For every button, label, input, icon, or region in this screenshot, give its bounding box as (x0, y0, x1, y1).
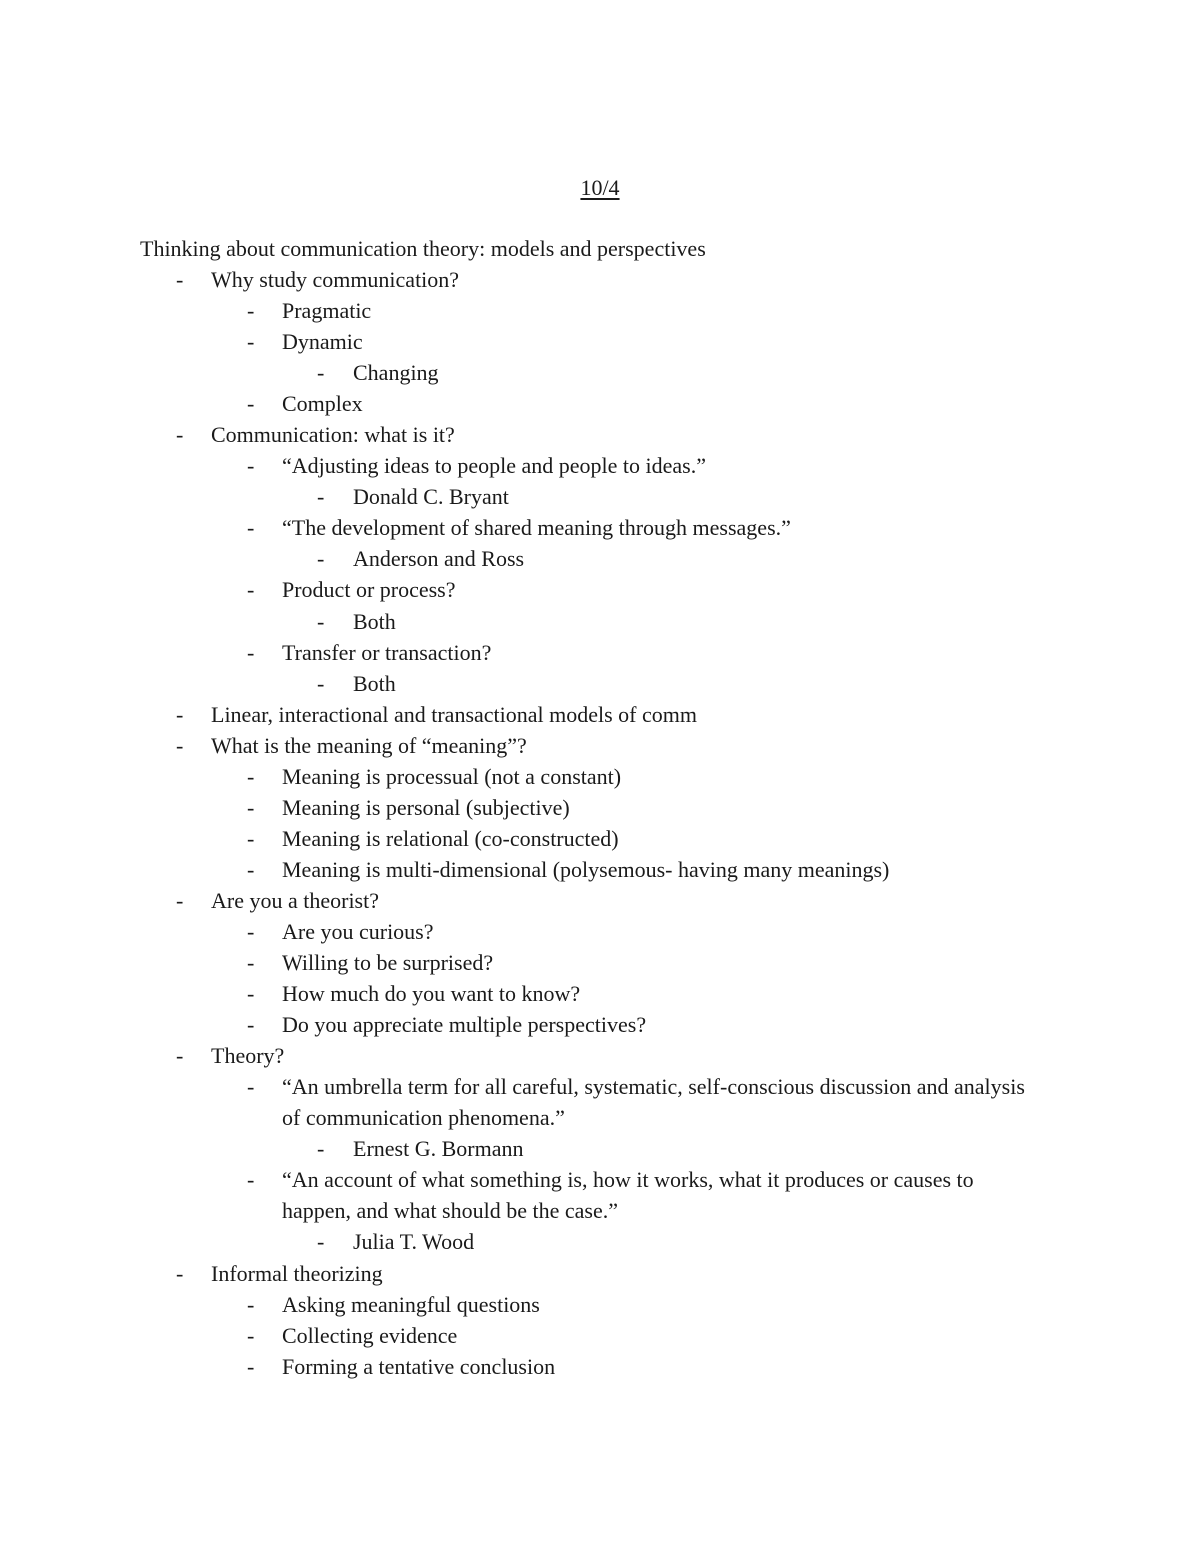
bullet-dash: - (176, 887, 184, 913)
outline-item-text: Asking meaningful questions (282, 1291, 540, 1317)
outline-item-text: Pragmatic (282, 298, 372, 324)
bullet-dash: - (176, 267, 184, 292)
bullet-dash: - (247, 981, 255, 1007)
bullet-dash: - (247, 763, 255, 789)
bullet-dash: - (176, 1043, 184, 1069)
bullet-dash: - (176, 732, 184, 758)
bullet-dash: - (317, 670, 325, 696)
bullet-dash: - (176, 701, 184, 727)
outline-item-level-2 (0, 512, 1200, 543)
bullet-dash: - (247, 825, 255, 851)
outline-item-level-2 (0, 916, 1200, 947)
outline-item-text: Donald C. Bryant (353, 484, 509, 510)
bullet-dash: - (317, 484, 325, 510)
outline-item-level-2 (0, 637, 1200, 668)
bullet-dash: - (247, 1074, 255, 1100)
outline-item-level-1 (0, 419, 1200, 450)
outline-item-level-2 (0, 450, 1200, 481)
outline-item-level-3 (0, 543, 1200, 574)
outline-item-text: Informal theorizing (211, 1260, 383, 1286)
outline-item-level-2 (0, 574, 1200, 605)
outline-item-level-2 (0, 792, 1200, 823)
outline-item-text: How much do you want to know? (282, 981, 581, 1007)
bullet-dash: - (247, 515, 255, 541)
outline-item-text: Meaning is processual (not a constant) (282, 763, 622, 789)
bullet-dash: - (247, 639, 255, 665)
outline-item-level-2 (0, 1009, 1200, 1040)
bullet-dash: - (247, 453, 255, 479)
outline-item-text: Meaning is personal (subjective) (282, 794, 570, 820)
bullet-dash: - (247, 577, 255, 603)
bullet-dash: - (317, 1136, 325, 1162)
outline-item-text: “Adjusting ideas to people and people to ideas.” (282, 453, 706, 479)
outline-item-text: Communication: what is it? (211, 422, 455, 448)
outline-item-text: “The development of shared meaning through messages.” (282, 515, 791, 541)
outline-item-level-3 (0, 606, 1200, 637)
outline-item-text: Collecting evidence (282, 1322, 458, 1348)
outline-item-text: What is the meaning of “meaning”? (211, 732, 527, 758)
outline-item-text: Are you curious? (282, 918, 434, 944)
outline-item-level-2 (0, 326, 1200, 357)
outline-item-level-1 (0, 1258, 1200, 1289)
bullet-dash: - (317, 546, 325, 572)
outline-item-text: Do you appreciate multiple perspectives? (282, 1012, 647, 1038)
bullet-dash: - (247, 1012, 255, 1038)
outline-item-level-2 (0, 295, 1200, 326)
bullet-dash: - (247, 856, 255, 882)
outline-list (0, 264, 1200, 1382)
outline-item-level-2 (0, 1164, 1200, 1226)
bullet-dash: - (247, 794, 255, 820)
outline-item-text: Meaning is relational (co-constructed) (282, 825, 619, 851)
outline-item-text: Both (353, 670, 396, 696)
outline-item-text: “An account of what something is, how it works, what it produces or causes to happen, and what should be the case.” (282, 1167, 974, 1224)
outline-item-level-2 (0, 854, 1200, 885)
outline-item-text: Changing (353, 360, 439, 386)
outline-item-text: Anderson and Ross (353, 546, 525, 572)
outline-item-level-2 (0, 947, 1200, 978)
outline-item-level-1 (0, 699, 1200, 730)
outline-item-text: Dynamic (282, 329, 363, 355)
outline-item-level-2 (0, 388, 1200, 419)
outline-item-text: Julia T. Wood (353, 1229, 475, 1255)
bullet-dash: - (317, 1229, 325, 1255)
outline-item-level-1 (0, 730, 1200, 761)
outline-item-text: “An umbrella term for all careful, systematic, self-conscious discussion and analysis of communication phenomena.” (282, 1074, 1025, 1131)
outline-item-level-2 (0, 1071, 1200, 1133)
bullet-dash: - (247, 950, 255, 976)
bullet-dash: - (247, 329, 255, 355)
bullet-dash: - (247, 918, 255, 944)
outline-item-level-2 (0, 1351, 1200, 1382)
bullet-dash: - (176, 422, 184, 448)
outline-item-level-1 (0, 264, 1200, 295)
outline-item-text: Both (353, 608, 396, 634)
outline-item-level-2 (0, 978, 1200, 1009)
outline-item-text: Transfer or transaction? (282, 639, 492, 665)
outline-item-text: Theory? (211, 1043, 285, 1069)
bullet-dash: - (247, 1353, 255, 1379)
page-title: Thinking about communication theory: models and perspectives (140, 236, 706, 261)
outline-item-level-2 (0, 761, 1200, 792)
outline-item-level-2 (0, 1289, 1200, 1320)
bullet-dash: - (317, 360, 325, 386)
outline-item-text: Ernest G. Bormann (353, 1136, 524, 1162)
outline-item-text: Meaning is multi-dimensional (polysemous- having many meanings) (282, 856, 890, 882)
outline-item-text: Complex (282, 391, 363, 417)
outline-item-text: Linear, interactional and transactional models of comm (211, 701, 697, 727)
outline-item-level-3 (0, 357, 1200, 388)
bullet-dash: - (247, 298, 255, 324)
outline-item-level-3 (0, 1133, 1200, 1164)
outline-item-text: Why study communication? (211, 267, 460, 292)
outline-item-level-1 (0, 885, 1200, 916)
bullet-dash: - (247, 391, 255, 417)
outline-item-level-2 (0, 1320, 1200, 1351)
outline-item-level-3 (0, 1226, 1200, 1257)
outline-item-level-2 (0, 823, 1200, 854)
bullet-dash: - (176, 1260, 184, 1286)
bullet-dash: - (247, 1322, 255, 1348)
bullet-dash: - (247, 1291, 255, 1317)
outline-item-level-1 (0, 1040, 1200, 1071)
outline-item-text: Forming a tentative conclusion (282, 1353, 556, 1379)
outline-item-level-3 (0, 481, 1200, 512)
outline-item-text: Willing to be surprised? (282, 950, 494, 976)
outline-item-text: Product or process? (282, 577, 456, 603)
date-heading: 10/4 (580, 175, 620, 200)
bullet-dash: - (247, 1167, 255, 1193)
bullet-dash: - (317, 608, 325, 634)
outline-item-level-3 (0, 668, 1200, 699)
outline-item-text: Are you a theorist? (211, 887, 379, 913)
